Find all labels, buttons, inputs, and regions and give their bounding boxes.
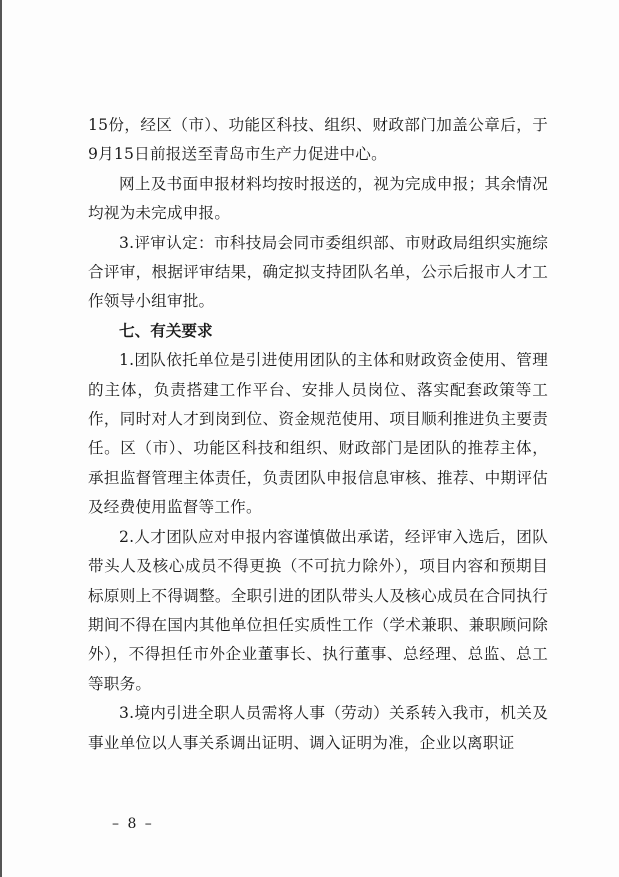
page-edge [0, 0, 2, 877]
paragraph-2: 网上及书面申报材料均按时报送的，视为完成申报；其余情况均视为未完成申报。 [88, 174, 548, 223]
paragraph-6: 2.人才团队应对申报内容谨慎做出承诺，经评审入选后，团队带头人及核心成员不得更换（不可抗力除外），项目内容和预期目标原则上不得调整。全职引进的团队带头人及核心成员在合同执行期间不得在国内其他单位担任实质性工作（学术兼职、兼职顾问除外），不得担任市外企业董事长、执行董事、总经理、总监、总工等职务。 [88, 527, 548, 693]
paragraph-7: 3.境内引进全职人员需将人事（劳动）关系转入我市，机关及事业单位以人事关系调出证明、调入证明为准，企业以离职证 [88, 704, 548, 752]
document-body [88, 111, 548, 758]
page-number: – 8 – [112, 816, 154, 832]
paragraph-1: 15份，经区（市）、功能区科技、组织、财政部门加盖公章后，于9月15日前报送至青岛市生产力促进中心。 [88, 116, 548, 164]
section-heading-7: 七、有关要求 [119, 321, 213, 340]
paragraph-3: 3.评审认定：市科技局会同市委组织部、市财政局组织实施综合评审，根据评审结果，确定拟支持团队名单，公示后报市人才工作领导小组审批。 [88, 233, 548, 311]
paragraph-5: 1.团队依托单位是引进使用团队的主体和财政资金使用、管理的主体，负责搭建工作平台、安排人员岗位、落实配套政策等工作，同时对人才到岗到位、资金规范使用、项目顺利推进负主要责任。区（市）、功能区科技和组织、财政部门是团队的推荐主体，承担监督管理主体责任，负责团队申报信息审核、推荐、中期评估及经费使用监督等工作。 [88, 351, 548, 517]
